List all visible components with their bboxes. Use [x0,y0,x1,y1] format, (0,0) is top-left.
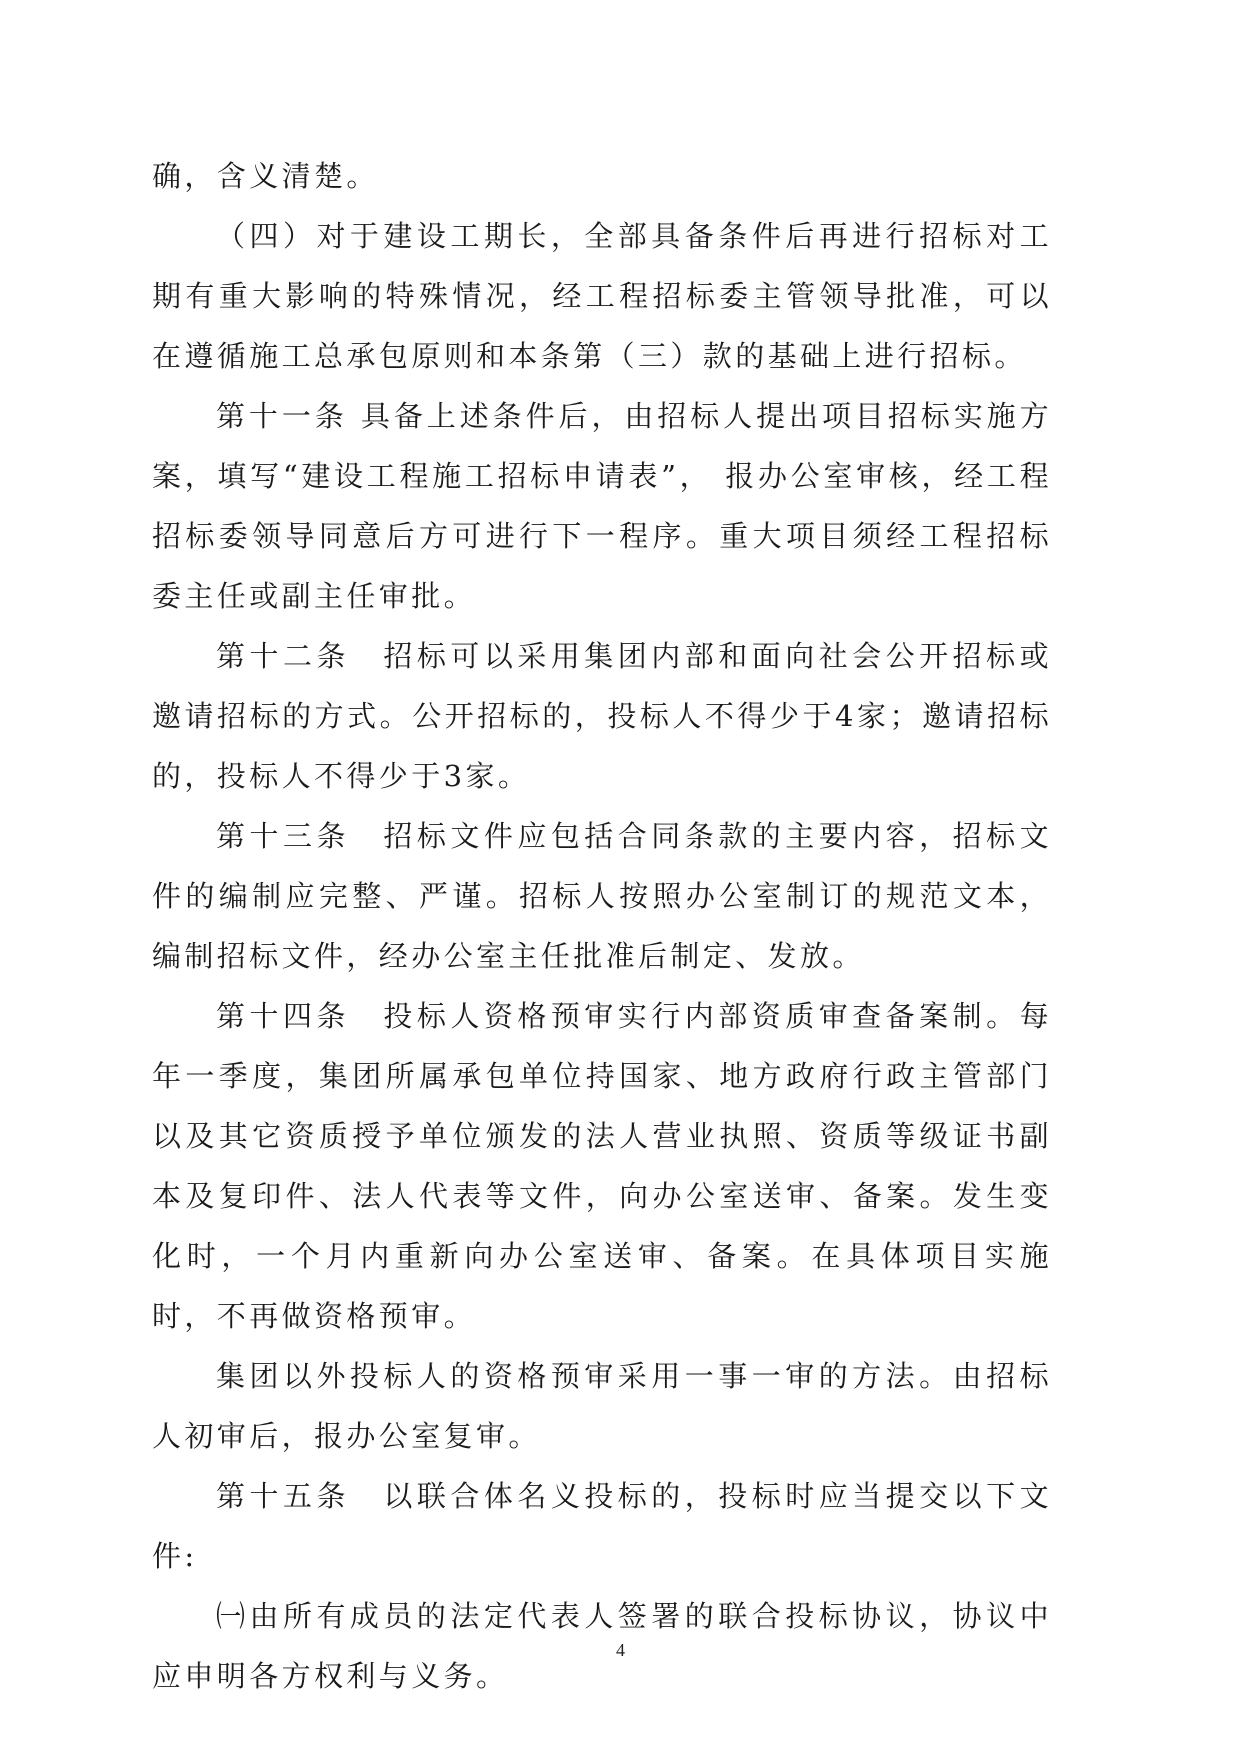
paragraph-article-13: 第十三条 招标文件应包括合同条款的主要内容，招标文件的编制应完整、严谨。招标人按照办公室制订的规范文本，编制招标文件，经办公室主任批准后制定、发放。 [152,819,1052,973]
paragraph-continuation: 确，含义清楚。 [152,159,379,193]
paragraph-article-12: 第十二条 招标可以采用集团内部和面向社会公开招标或邀请招标的方式。公开招标的，投标人不得少于4家；邀请招标的，投标人不得少于3家。 [152,639,1052,793]
body-text [152,146,1052,1706]
paragraph-external-bidders: 集团以外投标人的资格预审采用一事一审的方法。由招标人初审后，报办公室复审。 [152,1359,1052,1453]
paragraph-article-15: 第十五条 以联合体名义投标的，投标时应当提交以下文件: [152,1479,1052,1573]
paragraph-clause-4: （四）对于建设工期长，全部具备条件后再进行招标对工期有重大影响的特殊情况，经工程招标委主管领导批准，可以在遵循施工总承包原则和本条第（三）款的基础上进行招标。 [152,219,1052,373]
paragraph-item-1: ㈠由所有成员的法定代表人签署的联合投标协议，协议中应申明各方权利与义务。 [152,1599,1052,1693]
page-number: 4 [616,1640,625,1660]
paragraph-article-11: 第十一条 具备上述条件后，由招标人提出项目招标实施方案，填写“建设工程施工招标申请表”， 报办公室审核，经工程招标委领导同意后方可进行下一程序。重大项目须经工程招标委主任或副主任审批。 [152,399,1052,613]
paragraph-article-14: 第十四条 投标人资格预审实行内部资质审查备案制。每年一季度，集团所属承包单位持国家、地方政府行政主管部门以及其它资质授予单位颁发的法人营业执照、资质等级证书副本及复印件、法人代表等文件，向办公室送审、备案。发生变化时，一个月内重新向办公室送审、备案。在具体项目实施时，不再做资格预审。 [152,999,1052,1333]
